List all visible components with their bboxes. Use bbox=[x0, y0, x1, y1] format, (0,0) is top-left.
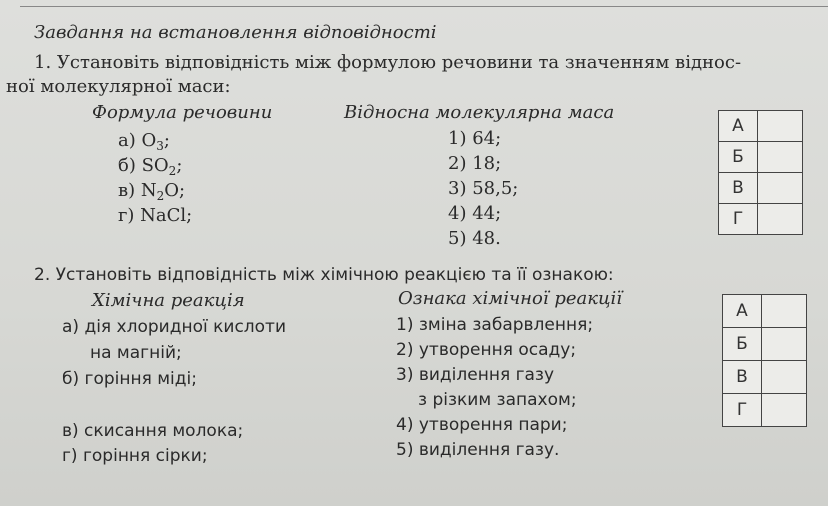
formula-c: в) $N_2O$; bbox=[118, 180, 186, 203]
task2-right-header: Ознака хімічної реакції bbox=[398, 288, 623, 309]
formula-a: а) $O_3$; bbox=[118, 130, 170, 153]
task2-left-header: Хімічна реакція bbox=[92, 290, 245, 311]
mass-2: 2) 18; bbox=[448, 153, 502, 174]
sign-1: 1) зміна забарвлення; bbox=[396, 315, 594, 335]
grid1-label-a: А bbox=[719, 111, 758, 142]
grid2-label-a: А bbox=[723, 295, 762, 328]
grid1-label-c: В bbox=[719, 173, 758, 204]
section-title: Завдання на встановлення відповідності bbox=[34, 22, 437, 43]
grid1-label-d: Г bbox=[719, 204, 758, 235]
grid1-answer-cell[interactable] bbox=[758, 204, 803, 235]
sign-3-line2: з різким запахом; bbox=[418, 390, 577, 410]
grid2-label-b: Б bbox=[723, 328, 762, 361]
grid2-answer-cell[interactable] bbox=[762, 295, 807, 328]
mass-5: 5) 48. bbox=[448, 228, 501, 249]
sign-4: 4) утворення пари; bbox=[396, 415, 568, 435]
reaction-b: б) горіння міді; bbox=[62, 369, 197, 389]
sign-5: 5) виділення газу. bbox=[396, 440, 560, 460]
sign-3-line1: 3) виділення газу bbox=[396, 365, 555, 385]
task2-answer-grid bbox=[722, 294, 807, 427]
grid1-answer-cell[interactable] bbox=[758, 111, 803, 142]
grid1-answer-cell[interactable] bbox=[758, 173, 803, 204]
sign-2: 2) утворення осаду; bbox=[396, 340, 577, 360]
task1-right-header: Відносна молекулярна маса bbox=[344, 102, 615, 123]
formula-b: б) $SO_2$; bbox=[118, 155, 183, 178]
grid2-answer-cell[interactable] bbox=[762, 328, 807, 361]
reaction-c: в) скисання молока; bbox=[62, 421, 244, 441]
grid2-label-c: В bbox=[723, 361, 762, 394]
grid2-answer-cell[interactable] bbox=[762, 361, 807, 394]
task1-answer-grid bbox=[718, 110, 803, 235]
task1-line1: 1. Установіть відповідність між формулою речовини та значенням віднос- bbox=[34, 52, 742, 73]
mass-3: 3) 58,5; bbox=[448, 178, 519, 199]
mass-1: 1) 64; bbox=[448, 128, 502, 149]
task1-line2: ної молекулярної маси: bbox=[6, 76, 231, 97]
grid1-answer-cell[interactable] bbox=[758, 142, 803, 173]
reaction-a-line1: а) дія хлоридної кислоти bbox=[62, 317, 287, 337]
formula-d: г) NaCl; bbox=[118, 205, 193, 226]
mass-4: 4) 44; bbox=[448, 203, 502, 224]
task2-title: 2. Установіть відповідність між хімічною реакцією та її ознакою: bbox=[34, 265, 614, 285]
reaction-d: г) горіння сірки; bbox=[62, 446, 208, 466]
page-top-rule bbox=[20, 6, 828, 7]
grid1-label-b: Б bbox=[719, 142, 758, 173]
grid2-label-d: Г bbox=[723, 394, 762, 427]
reaction-a-line2: на магній; bbox=[90, 343, 182, 363]
task1-left-header: Формула речовини bbox=[92, 102, 273, 123]
grid2-answer-cell[interactable] bbox=[762, 394, 807, 427]
